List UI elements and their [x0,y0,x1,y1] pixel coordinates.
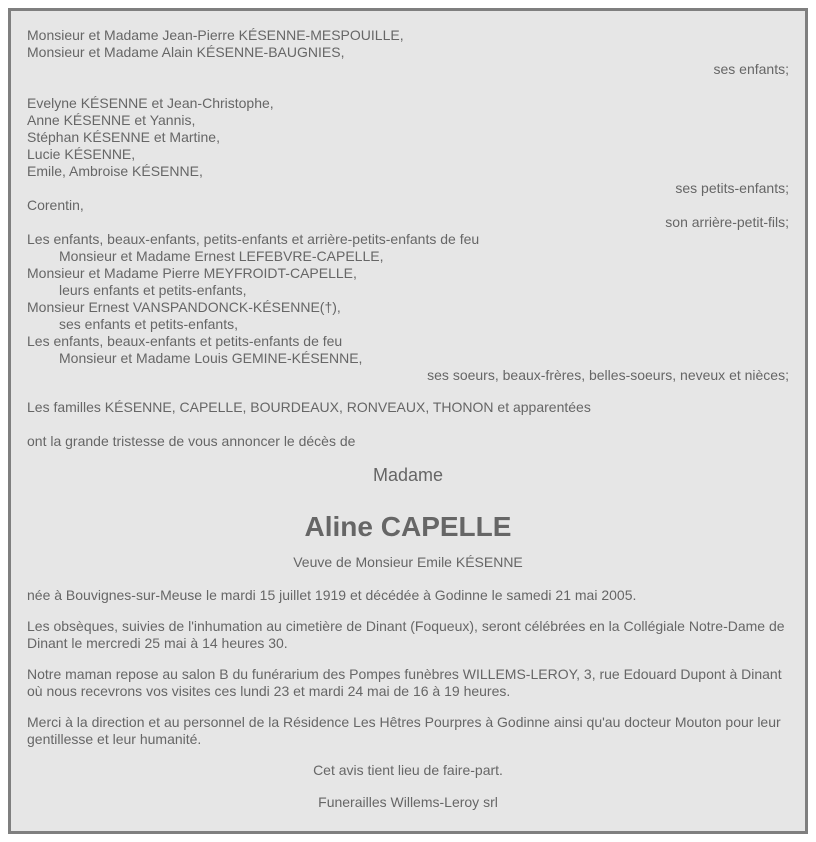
great-grandchild: Corentin, [27,197,84,213]
deceased-name: Aline CAPELLE [304,511,512,542]
siblings-line-6: ses enfants et petits-enfants, [59,316,238,332]
siblings-line-5: Monsieur Ernest VANSPANDONCK-KÉSENNE(†), [27,299,341,315]
siblings-label: ses soeurs, beaux-frères, belles-soeurs, neveux et nièces; [427,367,789,383]
obituary-content [27,27,789,811]
funeral-info: Les obsèques, suivies de l'inhumation au cimetière de Dinant (Foqueux), seront célébrées en la Collégiale Notre-Dame de Dinant le mercredi 25 mai à 14 heures 30. [27,618,785,651]
families-line: Les familles KÉSENNE, CAPELLE, BOURDEAUX, RONVEAUX, THONON et apparentées [27,399,591,415]
siblings-line-1: Les enfants, beaux-enfants, petits-enfants et arrière-petits-enfants de feu [27,231,480,247]
grandchild-4: Lucie KÉSENNE, [27,146,136,162]
grandchild-2: Anne KÉSENNE et Yannis, [27,112,196,128]
child-2: Monsieur et Madame Alain KÉSENNE-BAUGNIES, [27,44,345,60]
announcement: ont la grande tristesse de vous annoncer le décès de [27,433,356,449]
grandchild-5: Emile, Ambroise KÉSENNE, [27,163,203,179]
deceased-title: Madame [372,465,444,485]
undertaker: Funerailles Willems-Leroy srl [318,794,498,810]
siblings-line-4: leurs enfants et petits-enfants, [59,282,247,298]
child-1: Monsieur et Madame Jean-Pierre KÉSENNE-MESPOUILLE, [27,27,404,43]
children-label: ses enfants; [713,61,789,77]
rest-info: Notre maman repose au salon B du funérarium des Pompes funèbres WILLEMS-LEROY, 3, rue Edouard Dupont à Dinant où nous recevrons vos visites ces lundi 23 et mardi 24 mai de 16 à 19 heures. [27,666,782,699]
great-grandchild-label: son arrière-petit-fils; [665,214,789,230]
siblings-line-7: Les enfants, beaux-enfants et petits-enfants de feu [27,333,343,349]
siblings-line-8: Monsieur et Madame Louis GEMINE-KÉSENNE, [59,350,363,366]
siblings-line-2: Monsieur et Madame Ernest LEFEBVRE-CAPELLE, [59,248,384,264]
thanks: Merci à la direction et au personnel de la Résidence Les Hêtres Pourpres à Godinne ainsi qu'au docteur Mouton pour leur gentillesse et leur humanité. [27,714,781,747]
grandchild-1: Evelyne KÉSENNE et Jean-Christophe, [27,95,274,111]
widow-of: Veuve de Monsieur Emile KÉSENNE [293,554,523,570]
siblings-line-3: Monsieur et Madame Pierre MEYFROIDT-CAPELLE, [27,265,357,281]
notice: Cet avis tient lieu de faire-part. [313,762,503,778]
birth-death: née à Bouvignes-sur-Meuse le mardi 15 juillet 1919 et décédée à Godinne le samedi 21 mai 2005. [27,587,637,603]
grandchildren-label: ses petits-enfants; [675,180,789,196]
grandchild-3: Stéphan KÉSENNE et Martine, [27,129,220,145]
obituary-frame [8,8,808,834]
